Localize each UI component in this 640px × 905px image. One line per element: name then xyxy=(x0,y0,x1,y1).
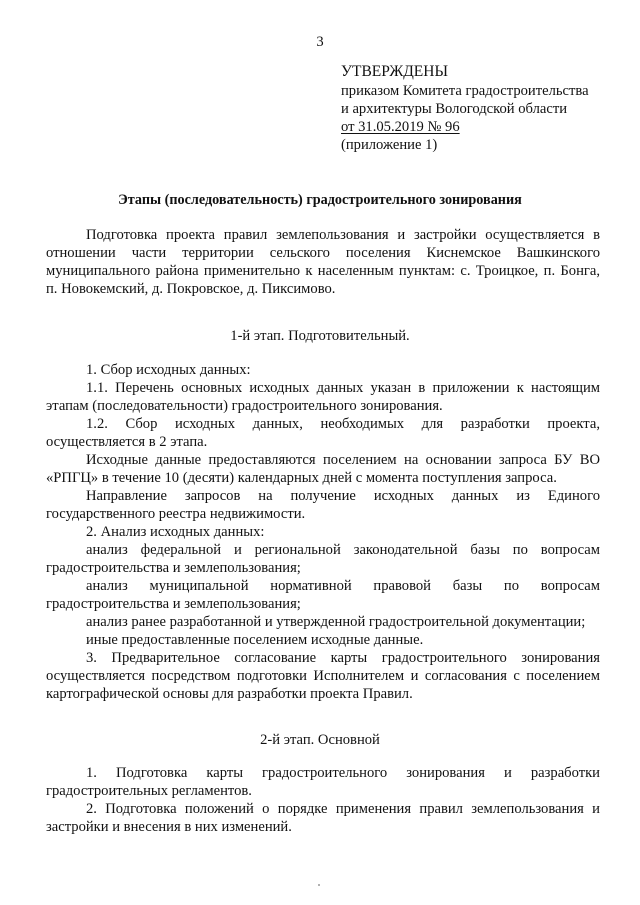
stage1-item: Направление запросов на получение исходных данных из Единого государственного реестра недвижимости. xyxy=(46,488,600,522)
approval-stamp xyxy=(341,62,621,154)
approval-order-line: приказом Комитета градостроительства xyxy=(341,83,589,99)
approval-heading: УТВЕРЖДЕНЫ xyxy=(341,63,448,80)
scan-speck xyxy=(318,884,320,886)
stage1-item: 1.2. Сбор исходных данных, необходимых для разработки проекта, осуществляется в 2 этапа. xyxy=(46,416,600,450)
stage1-item: иные предоставленные поселением исходные данные. xyxy=(86,632,424,648)
stage1-item: анализ ранее разработанной и утвержденной градостроительной документации; xyxy=(86,614,586,630)
stage2-heading: 2-й этап. Основной xyxy=(260,732,380,748)
stage1-item: 1. Сбор исходных данных: xyxy=(86,362,251,378)
intro-paragraph: Подготовка проекта правил землепользования и застройки осуществляется в отношении части территории сельского поселения Киснемское Вашкинского муниципального района применительно к населенным пунктам: с. Троицкое, п. Бонга, п. Новокемский, д. Покровское, д. Пиксимово. xyxy=(46,227,600,297)
stage1-item: 1.1. Перечень основных исходных данных указан в приложении к настоящим этапам (последовательности) градостроительного зонирования. xyxy=(46,380,600,414)
approval-appendix: (приложение 1) xyxy=(341,137,438,153)
stage2-item: 2. Подготовка положений о порядке применения правил землепользования и застройки и внесения в них изменений. xyxy=(46,801,600,835)
stage1-item: анализ федеральной и региональной законодательной базы по вопросам градостроительства и землепользования; xyxy=(46,542,600,576)
stage1-item: Исходные данные предоставляются поселением на основании запроса БУ ВО «РПГЦ» в течение 10 (десяти) календарных дней с момента поступления запроса. xyxy=(46,452,600,486)
intro-section xyxy=(46,226,600,298)
stage1-item: 3. Предварительное согласование карты градостроительного зонирования осуществляется посредством подготовки Исполнителем и согласования с поселением картографической основы для разработки проекта Правил. xyxy=(46,650,600,702)
stage1-heading: 1-й этап. Подготовительный. xyxy=(230,328,410,344)
stage1-item: 2. Анализ исходных данных: xyxy=(86,524,265,540)
stage1-section xyxy=(46,361,600,703)
page-number: 3 xyxy=(316,34,324,50)
document-title: Этапы (последовательность) градостроительного зонирования xyxy=(118,192,522,208)
stage2-section xyxy=(46,764,600,836)
approval-date-number: от 31.05.2019 № 96 xyxy=(341,119,460,135)
approval-committee-line: и архитектуры Вологодской области xyxy=(341,101,568,117)
stage1-item: анализ муниципальной нормативной правовой базы по вопросам градостроительства и землепользования; xyxy=(46,578,600,612)
stage2-item: 1. Подготовка карты градостроительного зонирования и разработки градостроительных регламентов. xyxy=(46,765,600,799)
